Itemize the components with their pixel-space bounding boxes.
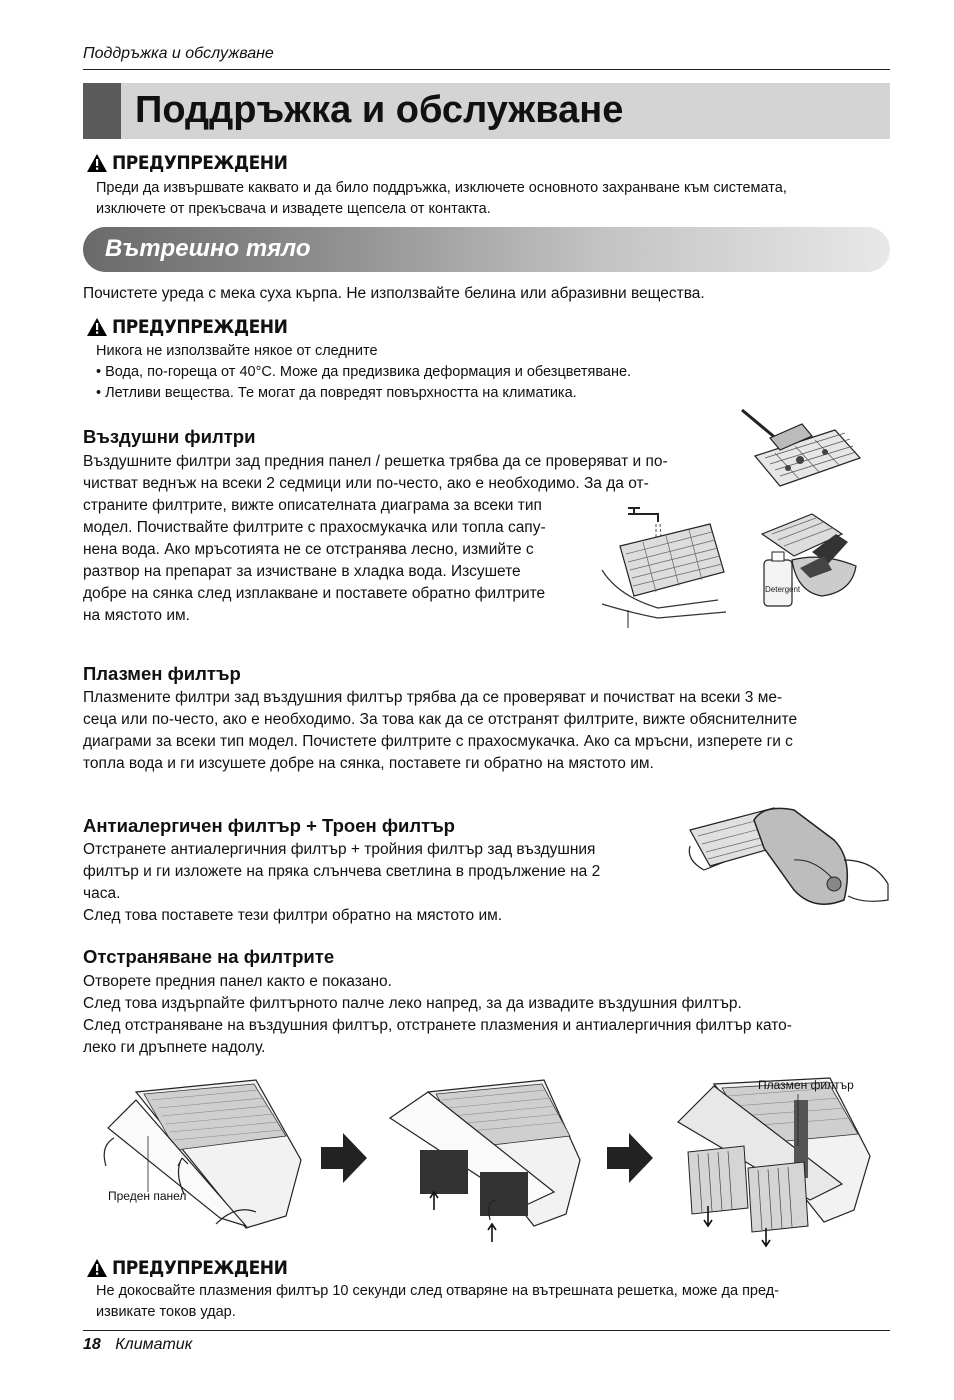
page-number: 18 bbox=[83, 1336, 101, 1353]
warning-line: Никога не използвайте някое от следните bbox=[96, 343, 378, 359]
warning-line: Не докосвайте плазмения филтър 10 секунди след отваряне на вътрешната решетка, може да пред- bbox=[96, 1283, 780, 1299]
warning-text bbox=[96, 341, 631, 404]
step3-illustration bbox=[674, 1076, 874, 1248]
running-header: Поддръжка и обслужване bbox=[83, 45, 274, 62]
section-bar bbox=[83, 227, 890, 272]
removal-text bbox=[83, 971, 893, 1059]
paragraph-line: След отстраняване на въздушния филтър, отстранете плазмения и антиалергичния филтър като- bbox=[83, 1017, 792, 1034]
warning-heading bbox=[86, 152, 287, 174]
plasma-filter-text bbox=[83, 687, 893, 775]
air-filters-heading: Въздушни филтри bbox=[83, 426, 256, 447]
warning-heading bbox=[86, 1257, 287, 1279]
section-title: Вътрешно тяло bbox=[105, 235, 311, 262]
paragraph-line: разтвор на препарат за изчистване в хладка вода. Изсушете bbox=[83, 563, 521, 580]
warning-triangle-icon bbox=[86, 153, 108, 173]
paragraph-line: добре на сянка след изплакване и поставете обратно филтрите bbox=[83, 585, 546, 602]
warning-line: извикате токов удар. bbox=[96, 1304, 236, 1320]
warning-title: ПРЕДУПРЕЖДЕНИ bbox=[112, 316, 288, 338]
paragraph-line: на мястото им. bbox=[83, 607, 190, 624]
paragraph-line: След това издърпайте филтърното палче леко напред, за да извадите въздушния филтър. bbox=[83, 995, 742, 1012]
paragraph-line: филтър и ги изложете на пряка слънчева светлина в продължение на 2 bbox=[83, 863, 601, 880]
arrow-right-icon bbox=[607, 1133, 653, 1183]
antiallergic-heading: Антиалергичен филтър + Троен филтър bbox=[83, 815, 455, 836]
paragraph-line: страните филтрите, вижте описателната диаграма за всеки тип bbox=[83, 497, 542, 514]
warning-triangle-icon bbox=[86, 1258, 108, 1278]
paragraph-line: Отворете предния панел както е показано. bbox=[83, 973, 392, 990]
washing-filter-illustration bbox=[598, 500, 730, 628]
arrow-right-icon bbox=[321, 1133, 367, 1183]
warning-line: • Вода, по-гореща от 40°C. Може да предизвика деформация и обезцветяване. bbox=[96, 364, 632, 380]
warning-title: ПРЕДУПРЕЖДЕНИ bbox=[112, 1257, 288, 1279]
warning-line: • Летливи вещества. Те могат да повредят повърхността на климатика. bbox=[96, 385, 577, 401]
plasma-filter-label: Плазмен филтър bbox=[758, 1078, 854, 1092]
warning-line: Преди да извършвате каквато и да било поддръжка, изключете основното захранване към системата, bbox=[96, 180, 787, 196]
paragraph-line: модел. Почиствайте филтрите с прахосмукачка или топла сапу- bbox=[83, 519, 546, 536]
vacuum-brush-illustration bbox=[740, 408, 865, 498]
antiallergic-text bbox=[83, 839, 683, 927]
paragraph-line: Въздушните филтри зад предния панел / решетка трябва да се проверяват и по- bbox=[83, 453, 668, 470]
header-rule bbox=[83, 69, 890, 70]
handheld-vacuum-illustration bbox=[684, 800, 890, 918]
step2-illustration bbox=[384, 1076, 584, 1244]
paragraph-line: Отстранете антиалергичния филтър + тройния филтър зад въздушния bbox=[83, 841, 596, 858]
warning-line: изключете от прекъсвача и извадете щепсела от контакта. bbox=[96, 201, 491, 217]
intro-text: Почистете уреда с мека суха кърпа. Не използвайте белина или абразивни вещества. bbox=[83, 285, 705, 302]
warning-text bbox=[96, 178, 787, 220]
warning-text bbox=[96, 1281, 779, 1323]
footer bbox=[83, 1336, 192, 1354]
removal-heading: Отстраняване на филтрите bbox=[83, 946, 335, 967]
paragraph-line: Плазмените филтри зад въздушния филтър трябва да се проверяват и почистват на всеки 3 ме- bbox=[83, 689, 783, 706]
paragraph-line: След това поставете тези филтри обратно на мястото им. bbox=[83, 907, 503, 924]
detergent-label: Detergent bbox=[765, 585, 801, 594]
warning-heading bbox=[86, 316, 287, 338]
plasma-filter-heading: Плазмен филтър bbox=[83, 663, 241, 684]
page-title: Поддръжка и обслужване bbox=[135, 89, 624, 131]
step1-illustration bbox=[96, 1076, 306, 1236]
paragraph-line: леко ги дръпнете надолу. bbox=[83, 1039, 266, 1056]
warning-triangle-icon bbox=[86, 317, 108, 337]
paragraph-line: топла вода и ги изсушете добре на сянка, поставете ги обратно на мястото им. bbox=[83, 755, 654, 772]
front-panel-label: Преден панел bbox=[108, 1189, 187, 1203]
paragraph-line: диаграми за всеки тип модел. Почистете филтрите с прахосмукачка. Ако са мръсни, изперете ги с bbox=[83, 733, 793, 750]
footer-product: Климатик bbox=[115, 1336, 193, 1353]
warning-title: ПРЕДУПРЕЖДЕНИ bbox=[112, 152, 288, 174]
title-accent bbox=[83, 83, 121, 139]
page-title-bar bbox=[83, 83, 890, 139]
paragraph-line: часа. bbox=[83, 885, 121, 902]
paragraph-line: нена вода. Ако мръсотията не се отстранява лесно, измийте с bbox=[83, 541, 534, 558]
footer-rule bbox=[83, 1330, 890, 1331]
paragraph-line: чистват веднъж на всеки 2 седмици или по-често, ако е необходимо. За да от- bbox=[83, 475, 649, 492]
detergent-wash-illustration bbox=[752, 512, 860, 612]
paragraph-line: сеца или по-често, ако е необходимо. За това как да се отстранят филтрите, вижте обяснителните bbox=[83, 711, 798, 728]
